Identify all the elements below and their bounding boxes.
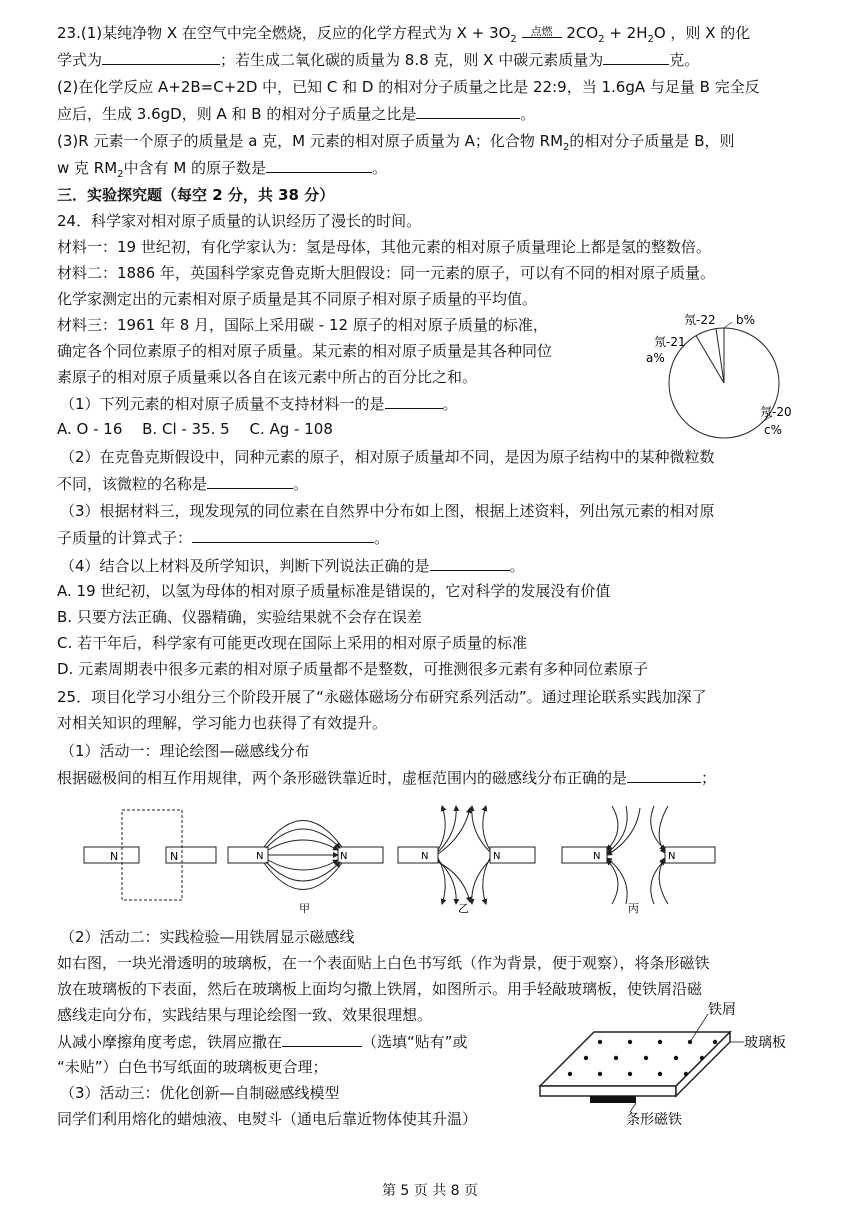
q25-activity-2-l4: 从减小摩擦角度考虑，铁屑应撒在 （选填“贴有”或 (57, 1030, 468, 1053)
magnet-figure-dashed-box (84, 810, 216, 900)
q24-q2: （2）在克鲁克斯假设中，同种元素的原子，相对原子质量却不同，是因为原子结构中的某种微粒数 (60, 448, 715, 466)
q25-activity-3: （3）活动三：优化创新—自制磁感线模型 (60, 1084, 340, 1102)
q24-q3b: 子质量的计算式子： 。 (57, 526, 389, 549)
q24-q4: （4）结合以上材料及所学知识，判断下列说法正确的是 。 (60, 554, 525, 577)
pole-n-label: N (110, 850, 119, 863)
q24-q3: （3）根据材料三，现发现氖的同位素在自然界中分布如上图，根据上述资料，列出氖元素的相对原 (60, 502, 715, 520)
bar-magnet-label: 条形磁铁 (626, 1112, 682, 1128)
magnet-figure-bing (562, 806, 715, 915)
answer-blank[interactable] (430, 554, 510, 571)
q25-activity-2: （2）活动二：实践检验—用铁屑显示磁感线 (60, 928, 355, 946)
q24-material-3b: 确定各个同位素原子的相对原子质量。某元素的相对原子质量是其各种同位 (57, 342, 553, 360)
q23-line-6: w 克 $RM_2$中含有 M 的原子数是 。 (57, 156, 387, 186)
q24-q2b: 不同，该微粒的名称是 。 (57, 472, 308, 495)
pole-n-label: N (170, 850, 179, 863)
q23-line-1: 23.(1)某纯净物 X 在空气中完全燃烧，反应的化学方程式为 $X + 3O_2$ 点燃 $2CO_2 + 2H_2O$ ，则 X 的化 (57, 24, 751, 45)
answer-blank[interactable] (416, 102, 520, 119)
pole-n-label: N (256, 851, 264, 862)
answer-blank[interactable] (266, 156, 372, 173)
q25-intro-2: 对相关知识的理解，学习能力也获得了有效提升。 (57, 714, 388, 732)
q24-option-c: C. 若干年后，科学家有可能更改现在国际上采用的相对原子质量的标准 (57, 634, 528, 652)
figure-label-jia: 甲 (299, 902, 310, 915)
q24-q1-options: A. O - 16 B. Cl - 35. 5 C. Ag - 108 (57, 420, 333, 438)
pie-label-ne20: 氖-20 (760, 405, 792, 419)
pole-n-label: N (340, 851, 348, 862)
page-footer: 第 5 页 共 8 页 (381, 1183, 479, 1199)
q25-activity-2-l3: 感线走向分布，实践结果与理论绘图一致、效果很理想。 (57, 1006, 433, 1024)
q24-material-1: 材料一：19 世纪初，有化学家认为：氢是母体，其他元素的相对原子质量理论上都是氢的整数倍。 (57, 238, 711, 256)
magnet-figure-yi (398, 806, 535, 915)
q25-activity-2-l2: 放在玻璃板的下表面，然后在玻璃板上面均匀撒上铁屑，如图所示。用手轻敲玻璃板，使铁屑沿磁 (57, 980, 703, 998)
q23-line-4: 应后，生成 3.6gD，则 A 和 B 的相对分子质量之比是 。 (57, 102, 535, 125)
magnet-figure-jia (228, 821, 383, 916)
q24-option-a: A. 19 世纪初，以氢为母体的相对原子质量标准是错误的，它对科学的发展没有价值 (57, 582, 611, 600)
pole-n-label: N (421, 851, 429, 862)
glass-plate-figure (530, 1000, 830, 1130)
answer-blank[interactable] (192, 526, 374, 543)
q23-line-3: (2)在化学反应 A+2B=C+2D 中，已知 C 和 D 的相对分子质量之比是 22:9，当 1.6gA 与足量 B 完全反 (57, 78, 760, 96)
q25-activity-3-l1: 同学们利用熔化的蜡烛液、电熨斗（通电后靠近物体使其升温） (57, 1110, 478, 1128)
pie-label-ne21: 氖-21 (654, 335, 686, 349)
pie-label-b: b% (736, 313, 756, 327)
figure-label-bing: 丙 (628, 902, 639, 915)
pie-label-c: c% (764, 423, 782, 437)
q25-intro: 25．项目化学习小组分三个阶段开展了“永磁体磁场分布研究系列活动”。通过理论联系实践加深了 (57, 688, 707, 706)
section-heading: 三．实验探究题（每空 2 分，共 38 分） (57, 186, 335, 204)
q24-material-2b: 化学家测定出的元素相对原子质量是其不同原子相对原子质量的平均值。 (57, 290, 538, 308)
q25-activity-1: （1）活动一：理论绘图—磁感线分布 (60, 742, 310, 760)
q24-intro: 24．科学家对相对原子质量的认识经历了漫长的时间。 (57, 212, 422, 230)
pie-label-a: a% (646, 351, 665, 365)
pole-n-label: N (668, 851, 676, 862)
q24-q1: （1）下列元素的相对原子质量不支持材料一的是 。 (60, 392, 458, 415)
q24-material-3: 材料三：1961 年 8 月，国际上采用碳 - 12 原子的相对原子质量的标准， (57, 316, 548, 334)
answer-blank[interactable] (603, 48, 669, 65)
answer-blank[interactable] (385, 392, 443, 409)
neon-isotope-pie-chart (636, 312, 826, 442)
q24-material-3c: 素原子的相对原子质量乘以各自在该元素中所占的百分比之和。 (57, 368, 478, 386)
figure-label-yi: 乙 (458, 902, 469, 915)
answer-blank[interactable] (282, 1030, 362, 1047)
answer-blank[interactable] (207, 472, 293, 489)
q23-line-2: 学式为 ；若生成二氧化碳的质量为 8.8 克，则 X 中碳元素质量为 克。 (57, 48, 699, 71)
pole-n-label: N (493, 851, 501, 862)
iron-filings-label: 铁屑 (708, 1002, 736, 1018)
reaction-arrow: 点燃 (522, 33, 562, 38)
pie-label-ne22: 氖-22 (684, 313, 716, 327)
magnetic-field-figures (80, 800, 780, 920)
glass-plate-label: 玻璃板 (744, 1035, 786, 1051)
q24-material-2: 材料二：1886 年，英国科学家克鲁克斯大胆假设：同一元素的原子，可以有不同的相对原子质量。 (57, 264, 715, 282)
pole-n-label: N (593, 851, 601, 862)
answer-blank[interactable] (627, 766, 701, 783)
q25-activity-1-question: 根据磁极间的相互作用规律，两个条形磁铁靠近时，虚框范围内的磁感线分布正确的是 ； (57, 766, 716, 789)
q24-option-b: B. 只要方法正确、仪器精确，实验结果就不会存在误差 (57, 608, 422, 626)
q24-option-d: D. 元素周期表中很多元素的相对原子质量都不是整数，可推测很多元素有多种同位素原子 (57, 660, 649, 678)
answer-blank[interactable] (102, 48, 220, 65)
q25-activity-2-l1: 如右图，一块光滑透明的玻璃板，在一个表面贴上白色书写纸（作为背景，便于观察），将条形磁铁 (57, 954, 710, 972)
q25-activity-2-l5: “未贴”）白色书写纸面的玻璃板更合理； (57, 1058, 328, 1076)
q23-line-5: (3)R 元素一个原子的质量是 a 克，M 元素的相对原子质量为 A；化合物 $RM_2$的相对分子质量是 B，则 (57, 132, 735, 153)
